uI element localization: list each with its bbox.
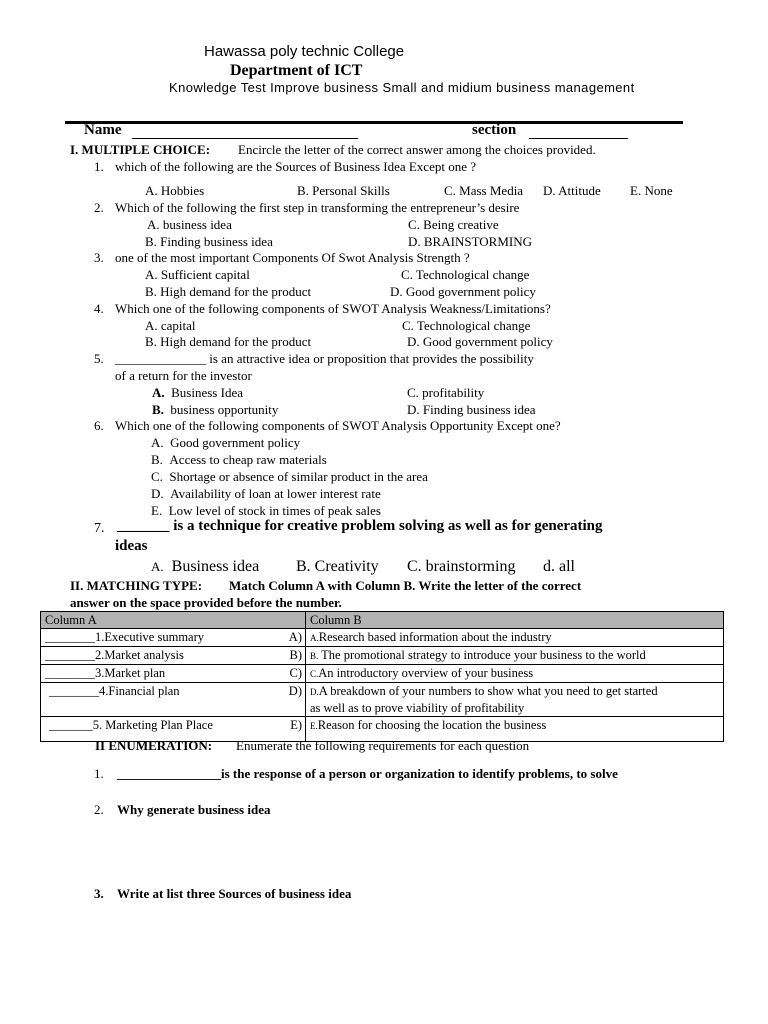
q2-option-c[interactable]: C. Being creative: [408, 217, 499, 232]
name-label: Name: [84, 122, 122, 138]
enum-q3-number: 3.: [94, 886, 104, 901]
q4-option-d[interactable]: D. Good government policy: [407, 334, 553, 349]
choice-text: An introductory overview of your business: [318, 666, 534, 680]
table-row: [41, 647, 724, 665]
q7-option-c[interactable]: C. brainstorming: [407, 558, 516, 575]
q6-text: Which one of the following components of SWOT Analysis Opportunity Except one?: [115, 418, 561, 433]
enum-q1-text: [117, 766, 618, 782]
part1-title: I. MULTIPLE CHOICE:: [70, 142, 211, 157]
q5-option-a-text: Business Idea: [171, 385, 243, 400]
item-text: Marketing Plan Place: [105, 718, 213, 732]
enum-q1-text-main: is the response of a person or organization to identify problems, to solve: [221, 766, 618, 781]
part3-instruction: Enumerate the following requirements for each question: [236, 738, 530, 753]
enum-q3-text: Write at list three Sources of business idea: [117, 886, 352, 901]
enum-q1-number: 1.: [94, 766, 104, 781]
section-label: section: [472, 122, 517, 138]
part3-title: II ENUMERATION:: [95, 738, 213, 753]
choice-letter: A.: [310, 633, 319, 643]
q4-text: Which one of the following components of SWOT Analysis Weakness/Limitations?: [115, 301, 551, 316]
choice-letter: D.: [310, 687, 319, 697]
q5-option-d[interactable]: D. Finding business idea: [407, 402, 536, 417]
table-row: [41, 629, 724, 647]
choice-text: The promotional strategy to introduce your business to the world: [321, 648, 646, 662]
q3-number: 3.: [94, 250, 104, 265]
choice-letter: E.: [310, 721, 318, 731]
part1-instruction: Encircle the letter of the correct answer among the choices provided.: [238, 142, 596, 157]
column-a-cell: [41, 629, 306, 647]
q5-option-b-letter: B.: [152, 402, 164, 417]
q1-option-b[interactable]: B. Personal Skills: [297, 183, 390, 198]
choice-text: Reason for choosing the location the business: [317, 718, 547, 732]
choice-text: A breakdown of your numbers to show what you need to get started: [318, 684, 658, 698]
enum-q2-text: Why generate business idea: [117, 802, 271, 817]
q1-option-c[interactable]: C. Mass Media: [444, 183, 524, 198]
q3-option-c[interactable]: C. Technological change: [401, 267, 530, 282]
item-letter: D): [288, 684, 302, 698]
table-row: [41, 665, 724, 683]
column-b-cell: [306, 683, 724, 717]
q6-option-b-text: Access to cheap raw materials: [169, 452, 327, 467]
q3-option-d[interactable]: D. Good government policy: [390, 284, 536, 299]
enum-q2-number: 2.: [94, 802, 104, 817]
item-letter: E): [290, 718, 302, 732]
item-text: Market analysis: [104, 648, 184, 662]
q6-option-d[interactable]: [151, 486, 381, 502]
q7-text-line2: ideas: [115, 538, 148, 554]
q7-option-b[interactable]: B. Creativity: [296, 558, 379, 575]
q1-number: 1.: [94, 159, 104, 174]
answer-blank[interactable]: ________: [45, 648, 95, 662]
q5-text-line2: of a return for the investor: [115, 368, 252, 383]
q5-number: 5.: [94, 351, 104, 366]
q1-option-d[interactable]: D. Attitude: [543, 183, 601, 198]
answer-blank[interactable]: ________: [45, 666, 95, 680]
q3-option-b[interactable]: B. High demand for the product: [145, 284, 312, 299]
q5-option-b-text: business opportunity: [170, 402, 279, 417]
q6-option-a[interactable]: [151, 435, 300, 451]
answer-blank[interactable]: ________: [45, 630, 95, 644]
q6-option-d-letter: D.: [151, 486, 164, 501]
column-a-cell: [41, 683, 306, 717]
q6-option-d-text: Availability of loan at lower interest rate: [170, 486, 381, 501]
choice-text: Research based information about the industry: [318, 630, 552, 644]
test-title: Knowledge Test Improve business Small and midium business management: [169, 80, 635, 95]
part2-title: II. MATCHING TYPE:: [70, 578, 203, 593]
item-number: 1.: [95, 630, 105, 644]
q7-number: 7.: [94, 521, 105, 536]
matching-table-header: [41, 612, 724, 629]
q6-option-a-letter: A.: [151, 435, 164, 450]
department-title: Department of ICT: [230, 62, 363, 79]
q7-option-a-text: Business idea: [171, 558, 260, 575]
q4-option-a[interactable]: A. capital: [145, 318, 196, 333]
answer-blank[interactable]: ________: [49, 684, 99, 698]
table-row: [41, 683, 724, 717]
part2-instruction-line2: answer on the space provided before the number.: [70, 595, 342, 610]
q3-option-a[interactable]: A. Sufficient capital: [145, 267, 250, 282]
q2-option-d[interactable]: D. BRAINSTORMING: [408, 234, 532, 249]
item-text: Market plan: [104, 666, 166, 680]
q5-option-a-letter: A.: [152, 385, 165, 400]
answer-blank[interactable]: _______: [49, 718, 93, 732]
q7-option-d[interactable]: d. all: [543, 558, 575, 575]
q2-number: 2.: [94, 200, 104, 215]
section-field[interactable]: [529, 138, 628, 139]
enum-q1-blank[interactable]: ________________: [117, 766, 221, 781]
q5-blank[interactable]: ______________: [115, 351, 206, 366]
column-a-header: Column A: [41, 612, 306, 629]
part2-instruction: Match Column A with Column B. Write the letter of the correct: [229, 578, 582, 593]
item-letter: B): [289, 648, 302, 662]
item-number: 5.: [92, 718, 103, 732]
choice-letter: C.: [310, 669, 319, 679]
column-b-cell: [306, 665, 724, 683]
q4-option-b[interactable]: B. High demand for the product: [145, 334, 312, 349]
q7-option-a-letter: A.: [151, 559, 164, 574]
column-b-cell: [306, 629, 724, 647]
q5-text: [115, 351, 534, 367]
q5-option-b[interactable]: [152, 402, 278, 418]
q7-option-a[interactable]: [151, 558, 259, 576]
item-letter: A): [288, 630, 302, 644]
q2-text: Which of the following the first step in transforming the entrepreneur’s desire: [115, 200, 520, 215]
item-number: 2.: [95, 648, 105, 662]
q6-option-e-letter: E.: [151, 503, 163, 518]
choice-letter: B.: [310, 651, 319, 661]
q1-option-e[interactable]: E. None: [630, 183, 673, 198]
q5-text-main: is an attractive idea or proposition that provides the possibility: [206, 351, 534, 366]
q7-text-main: is a technique for creative problem solving as well as for generating: [169, 518, 603, 534]
q6-option-c-letter: C.: [151, 469, 163, 484]
college-name: Hawassa poly technic College: [204, 43, 405, 60]
q4-option-c[interactable]: C. Technological change: [402, 318, 531, 333]
choice-text-line2: as well as to prove viability of profitability: [310, 701, 525, 715]
q6-option-e-text: Low level of stock in times of peak sales: [168, 503, 381, 518]
q7-blank[interactable]: _______: [117, 518, 170, 534]
q6-number: 6.: [94, 418, 104, 433]
q1-text: which of the following are the Sources of Business Idea Except one ?: [115, 159, 477, 174]
q7-text: [117, 518, 603, 535]
q2-option-b[interactable]: B. Finding business idea: [145, 234, 273, 249]
q4-number: 4.: [94, 301, 104, 316]
q6-option-b[interactable]: [151, 452, 327, 468]
q3-text: one of the most important Components Of Swot Analysis Strength ?: [115, 250, 470, 265]
q5-option-c[interactable]: C. profitability: [407, 385, 485, 400]
item-number: 3.: [95, 666, 105, 680]
item-text: Executive summary: [104, 630, 204, 644]
q6-option-e[interactable]: [151, 503, 381, 519]
item-letter: C): [289, 666, 302, 680]
column-b-header: Column B: [306, 612, 724, 629]
item-text: Financial plan: [108, 684, 180, 698]
q6-option-c-text: Shortage or absence of similar product in the area: [169, 469, 428, 484]
matching-table: [40, 611, 724, 742]
q6-option-c[interactable]: [151, 469, 428, 485]
column-a-cell: [41, 647, 306, 665]
q2-option-a[interactable]: A. business idea: [147, 217, 232, 232]
column-b-cell: [306, 647, 724, 665]
name-field[interactable]: [132, 138, 358, 139]
q5-option-a[interactable]: [152, 385, 243, 401]
header-rule: [65, 121, 683, 124]
q1-option-a[interactable]: A. Hobbies: [145, 183, 205, 198]
q6-option-a-text: Good government policy: [170, 435, 301, 450]
item-number: 4.: [99, 684, 109, 698]
q6-option-b-letter: B.: [151, 452, 163, 467]
column-a-cell: [41, 665, 306, 683]
